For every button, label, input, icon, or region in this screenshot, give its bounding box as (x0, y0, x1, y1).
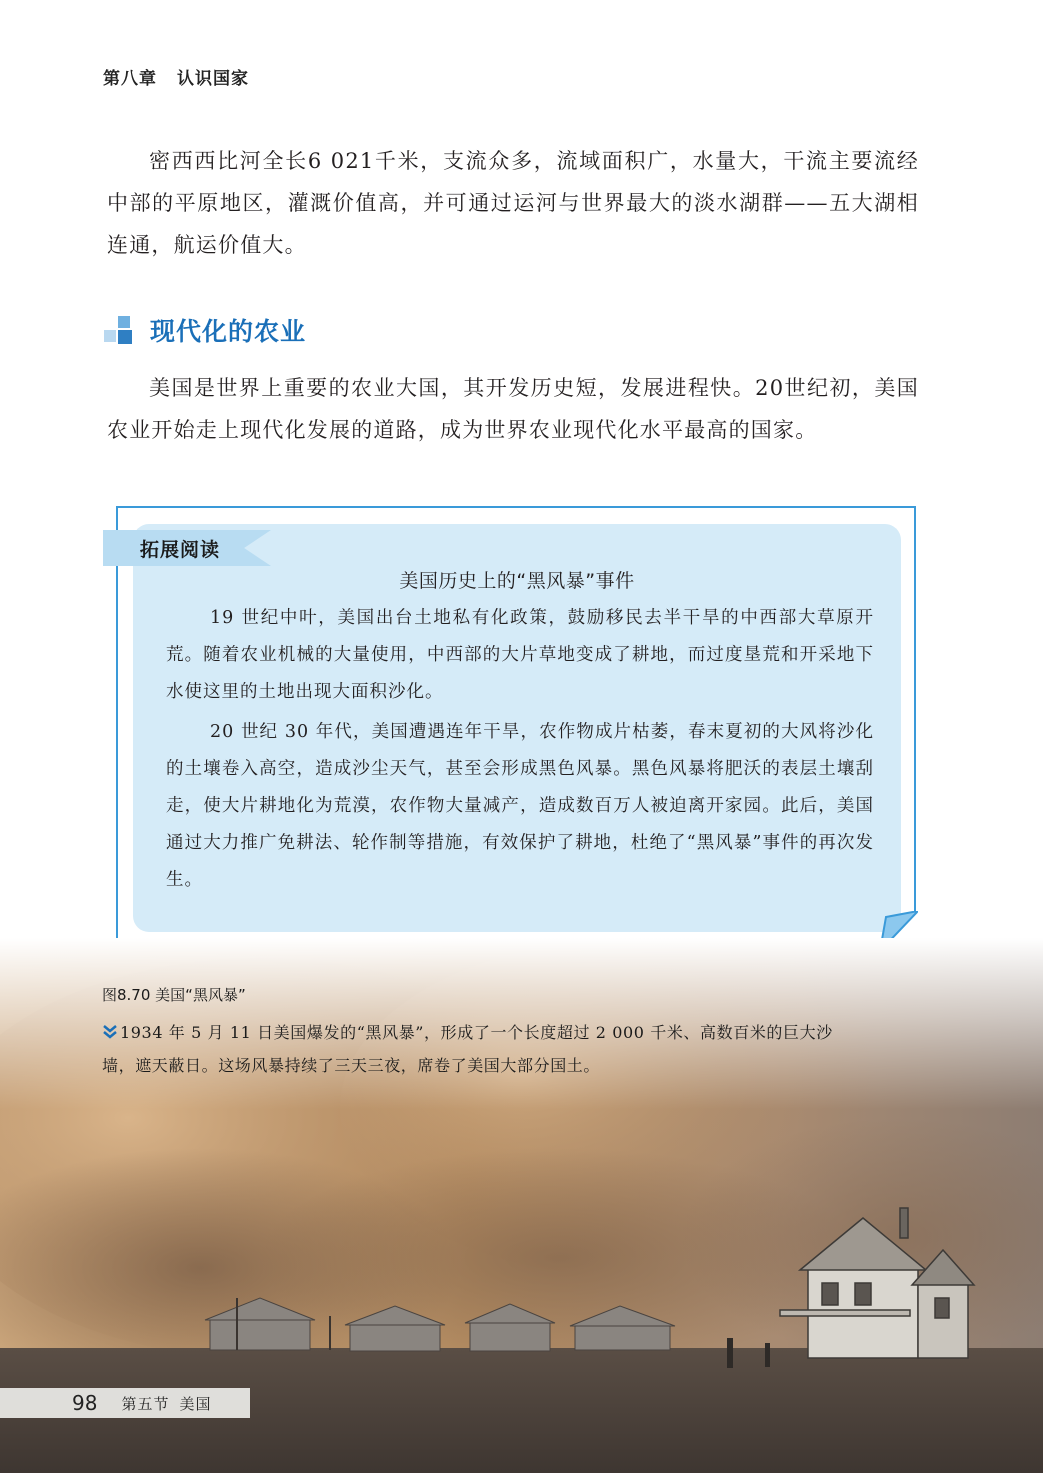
extended-reading-label: 拓展阅读 (140, 539, 221, 561)
chapter-number: 第八章 (103, 69, 157, 89)
section-heading (104, 310, 306, 350)
footer-section-name: 美国 (179, 1394, 212, 1413)
section-title: 现代化的农业 (150, 317, 307, 346)
page-footer (0, 1388, 250, 1418)
figure-label: 图8.70 美国“黑风暴” (102, 986, 246, 1004)
section-squares-icon (104, 316, 136, 344)
mississippi-paragraph: 密西西比河全长6 021千米，支流众多，流域面积广，水量大，干流主要流经中部的平原地区，灌溉价值高，并可通过运河与世界最大的淡水湖群——五大湖相连通，航运价值大。 (107, 149, 919, 257)
extended-reading-paragraph-1: 19 世纪中叶，美国出台土地私有化政策，鼓励移民去半干旱的中西部大草原开荒。随着农业机械的大量使用，中西部的大片草地变成了耕地，而过度垦荒和开采地下水使这里的土地出现大面积沙化。 (166, 608, 874, 702)
figure-caption (102, 1016, 842, 1082)
extended-reading-paragraph-2: 20 世纪 30 年代，美国遭遇连年干旱，农作物成片枯萎，春末夏初的大风将沙化的土壤卷入高空，造成沙尘天气，甚至会形成黑色风暴。黑色风暴将肥沃的表层土壤刮走，使大片耕地化为荒漠，农作物大量减产，造成数百万人被迫离开家园。此后，美国通过大力推广免耕法、轮作制等措施，有效保护了耕地，杜绝了“黑风暴”事件的再次发生。 (166, 722, 874, 890)
chapter-header (103, 64, 249, 89)
agriculture-paragraph: 美国是世界上重要的农业大国，其开发历史短，发展进程快。20世纪初，美国农业开始走上现代化发展的道路，成为世界农业现代化水平最高的国家。 (107, 376, 919, 442)
figure-caption-text: 1934 年 5 月 11 日美国爆发的“黑风暴”，形成了一个长度超过 2 000 千米、高数百米的巨大沙墙，遮天蔽日。这场风暴持续了三天三夜，席卷了美国大部分国土。 (102, 1023, 833, 1075)
footer-section-number: 第五节 (121, 1394, 170, 1413)
page-number: 98 (72, 1391, 98, 1415)
extended-reading-title: 美国历史上的“黑风暴”事件 (399, 570, 635, 592)
double-chevron-down-icon (102, 1025, 118, 1039)
footer-section (121, 1393, 211, 1414)
chapter-title: 认识国家 (177, 69, 249, 89)
